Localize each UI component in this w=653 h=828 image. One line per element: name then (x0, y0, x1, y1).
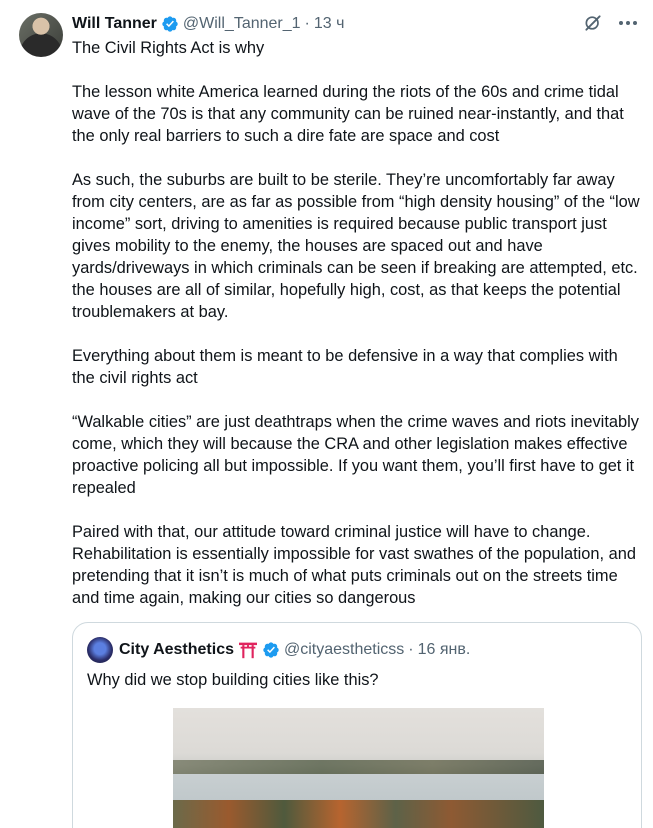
avatar[interactable] (19, 13, 63, 57)
quoted-author-handle: @cityaestheticss (284, 641, 405, 658)
quoted-timestamp: 16 янв. (417, 641, 471, 658)
tweet-header (72, 13, 639, 35)
separator-dot: · (304, 15, 310, 32)
tweet-paragraph: Everything about them is meant to be defensive in a way that complies with the civil rights act (72, 347, 618, 387)
verified-badge-icon (262, 641, 280, 659)
image-autumn-trees (173, 800, 544, 828)
tweet-paragraph: The lesson white America learned during the riots of the 60s and crime tidal wave of the 70s is that any community can be ruined near-instantly, and that the only real barriers to such a dire fate are space and cost (72, 83, 624, 145)
tweet-text (72, 37, 644, 631)
quoted-avatar (87, 637, 113, 663)
tweet-paragraph: “Walkable cities” are just deathtraps when the crime waves and riots inevitably come, which they will because the CRA and other legislation makes effective proactive policing all but impossible. If you want them, you’ll first have to get it repealed (72, 413, 639, 497)
quoted-tweet-header (87, 639, 470, 661)
torii-gate-icon (238, 641, 258, 659)
separator-dot: · (408, 641, 414, 658)
header-actions (583, 13, 639, 33)
quoted-tweet-image[interactable] (173, 708, 544, 828)
tweet-paragraph: Paired with that, our attitude toward criminal justice will have to change. Rehabilitation is essentially impossible for vast swathes of the population, and pretending that it isn’t is much of what puts criminals out on the streets time and time again, making our cities so dangerous (72, 523, 636, 607)
more-dot (626, 21, 630, 25)
verified-badge-icon (161, 15, 179, 33)
author-handle[interactable]: @Will_Tanner_1 (182, 15, 301, 32)
tweet-paragraph: As such, the suburbs are built to be sterile. They’re uncomfortably far away from city centers, are as far as possible from “high density housing” of the “low income” sort, driving to amenities is required because public transport just gives mobility to the enemy, the houses are spaced out and have yards/driveways in which criminals can be seen if breaking are attempted, etc. the houses are all of similar, hopefully high, cost, as that keeps the potential troublemakers at bay. (72, 171, 640, 321)
more-dot (619, 21, 623, 25)
grok-icon[interactable] (583, 13, 603, 33)
tweet-timestamp[interactable]: 13 ч (313, 15, 345, 32)
author-name[interactable]: Will Tanner (72, 15, 157, 32)
quoted-tweet-text: Why did we stop building cities like this? (87, 671, 379, 689)
more-icon[interactable] (617, 13, 639, 33)
tweet-paragraph: The Civil Rights Act is why (72, 39, 265, 57)
more-dot (633, 21, 637, 25)
quoted-tweet[interactable] (72, 622, 642, 828)
quoted-author-name: City Aesthetics (119, 641, 234, 658)
image-distant-shore (173, 760, 544, 774)
